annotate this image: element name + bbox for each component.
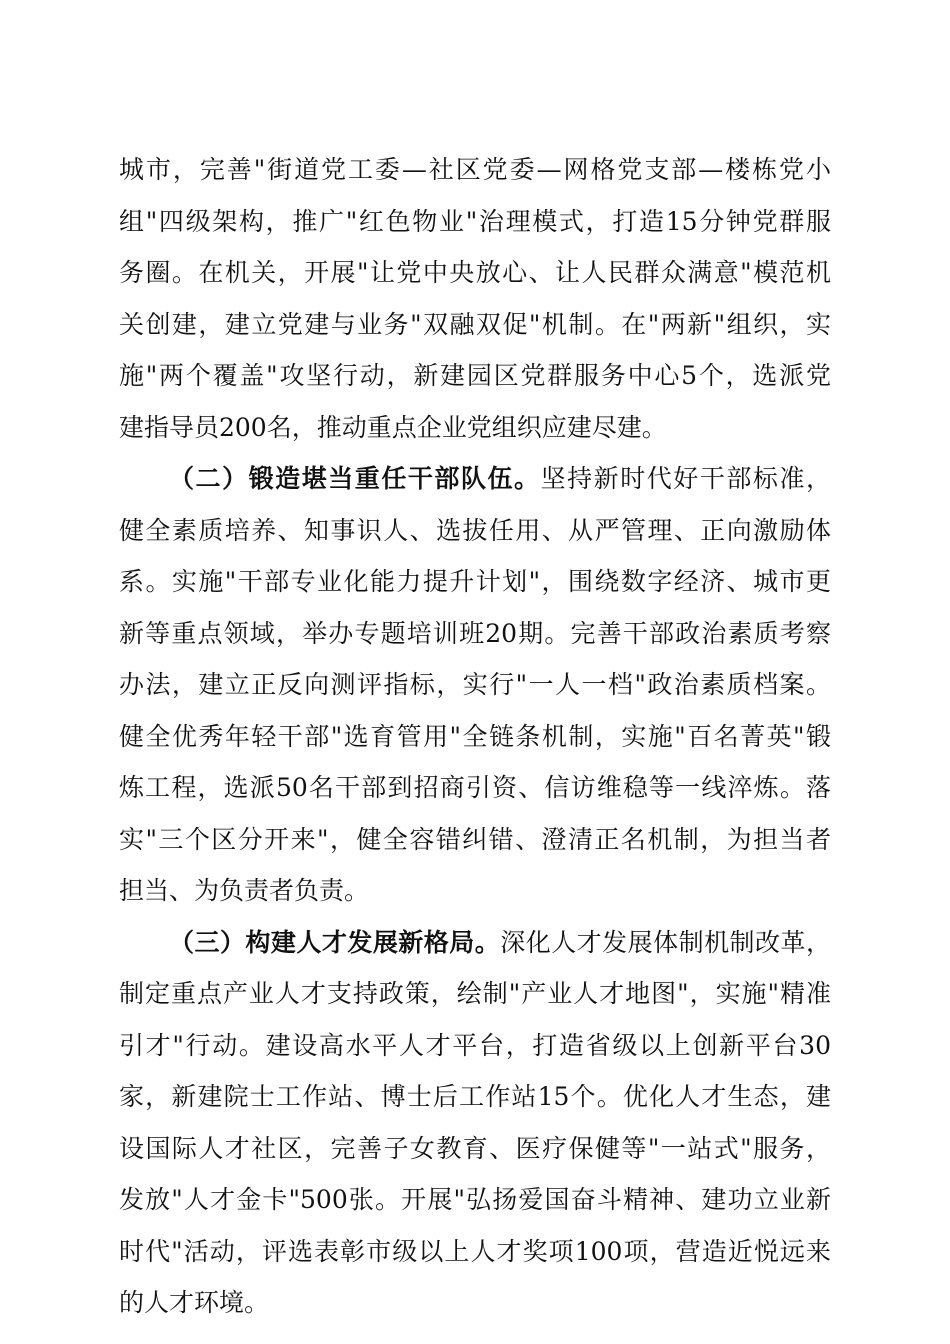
paragraph-line: 新等重点领域，举办专题培训班20期。完善干部政治素质考察 xyxy=(119,618,831,648)
paragraph-line: 建指导员200名，推动重点企业党组织应建尽建。 xyxy=(119,412,667,442)
paragraph-line: 设国际人才社区，完善子女教育、医疗保健等"一站式"服务， xyxy=(119,1133,831,1163)
paragraph-text: 深化人才发展体制机制改革， xyxy=(500,927,831,957)
paragraph-text: 坚持新时代好干部标准， xyxy=(540,464,831,493)
paragraph-line: 发放"人才金卡"500张。开展"弘扬爱国奋斗精神、建功立业新 xyxy=(119,1185,831,1214)
paragraph-party-building xyxy=(119,144,831,453)
section-heading: （二）锻造堪当重任干部队伍。 xyxy=(169,464,541,493)
paragraph-line: 健全优秀年轻干部"选育管用"全链条机制，实施"百名菁英"锻 xyxy=(119,721,831,751)
paragraph-line: 制定重点产业人才支持政策，绘制"产业人才地图"，实施"精准 xyxy=(119,979,831,1008)
paragraph-line: 务圈。在机关，开展"让党中央放心、让人民群众满意"模范机 xyxy=(119,258,831,287)
paragraph-first-line xyxy=(119,917,831,969)
paragraph-cadre-team xyxy=(119,453,831,917)
paragraph-talent-development xyxy=(119,917,831,1329)
paragraph-line: 健全素质培养、知事识人、选拔任用、从严管理、正向激励体 xyxy=(119,515,831,545)
paragraph-line: 的人才环境。 xyxy=(119,1288,270,1317)
paragraph-line: 组"四级架构，推广"红色物业"治理模式，打造15分钟党群服 xyxy=(119,206,831,236)
paragraph-line: 家，新建院士工作站、博士后工作站15个。优化人才生态，建 xyxy=(119,1082,831,1111)
paragraph-line: 实"三个区分开来"，健全容错纠错、澄清正名机制，为担当者 xyxy=(119,824,831,854)
paragraph-line: 城市，完善"街道党工委—社区党委—网格党支部—楼栋党小 xyxy=(119,155,831,184)
document-body xyxy=(119,144,831,1329)
paragraph-line: 炼工程，选派50名干部到招商引资、信访维稳等一线淬炼。落 xyxy=(119,773,831,802)
paragraph-line: 引才"行动。建设高水平人才平台，打造省级以上创新平台30 xyxy=(119,1030,831,1060)
paragraph-line: 担当、为负责者负责。 xyxy=(119,876,370,905)
paragraph-line: 施"两个覆盖"攻坚行动，新建园区党群服务中心5个，选派党 xyxy=(119,361,831,390)
paragraph-line: 时代"活动，评选表彰市级以上人才奖项100项，营造近悦远来 xyxy=(119,1236,831,1266)
paragraph-line: 系。实施"干部专业化能力提升计划"，围绕数字经济、城市更 xyxy=(119,567,831,596)
section-heading: （三）构建人才发展新格局。 xyxy=(169,927,501,957)
paragraph-first-line xyxy=(119,453,831,505)
paragraph-line: 关创建，建立党建与业务"双融双促"机制。在"两新"组织，实 xyxy=(119,309,831,339)
paragraph-line: 办法，建立正反向测评指标，实行"一人一档"政治素质档案。 xyxy=(119,670,831,699)
